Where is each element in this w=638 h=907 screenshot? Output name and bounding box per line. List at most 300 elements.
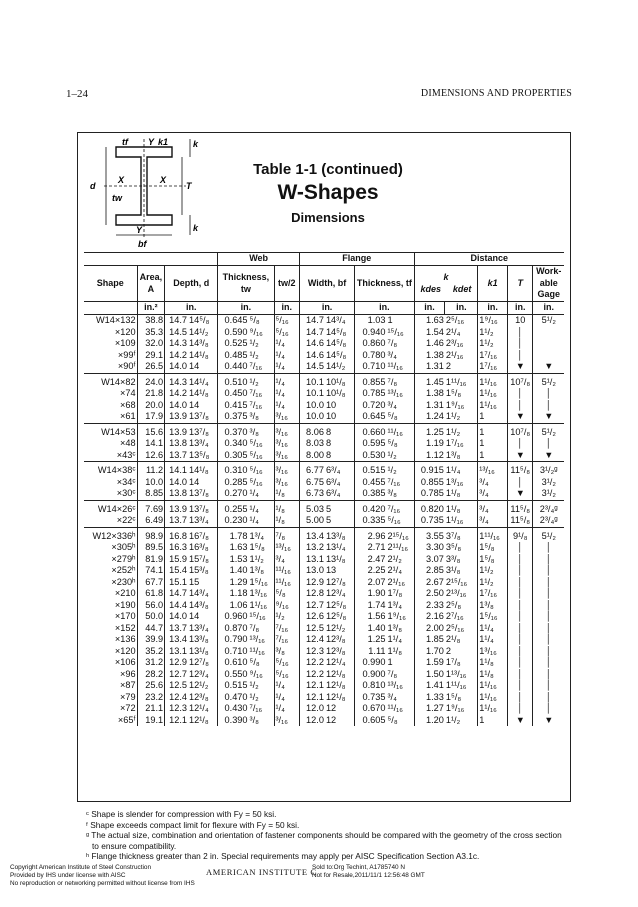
cell-T: ▼ (508, 361, 533, 373)
cell-gage: │ (533, 669, 564, 681)
cell-tw_frac: ¹/₂ (249, 349, 259, 360)
table-row (84, 488, 564, 500)
cell-gage: 3¹/₂ᵍ (533, 462, 564, 477)
cell-d_dec: 16.3 (165, 542, 188, 554)
shape-header: Shape (96, 277, 124, 288)
cell-k1: 1¹/₁₆ (478, 692, 508, 704)
cell-kdes: 1.45 (414, 373, 445, 388)
cell-d_dec: 12.1 (165, 715, 188, 727)
cell-tf_dec: 0.780 (355, 350, 387, 362)
cell-kdes: 1.25 (414, 423, 445, 438)
cell-tw_dec: 0.450 (218, 388, 249, 400)
cell-d_dec: 14.0 (165, 400, 188, 412)
cell-gage: │ (533, 577, 564, 589)
cell-bf_frac: 8 (325, 423, 355, 438)
cell-bf_frac: 8 (325, 438, 332, 448)
cell-kdet: 1³/₈ (445, 449, 461, 460)
shape-designation: ×61 (119, 411, 136, 421)
cell-k1: 1⁷/₁₆ (478, 361, 508, 373)
cell-kdet: 2¹/₈ (445, 634, 461, 644)
shape-designation: W14×26ᶜ (84, 500, 137, 515)
cell-A: 12.6 (137, 450, 165, 462)
cell-A: 21.1 (137, 703, 165, 715)
cell-T: 10⁷/₈ (508, 373, 533, 388)
table-row (84, 388, 564, 400)
cell-tf_dec: 0.670 (355, 703, 387, 715)
cell-T: 9¹/₈ (508, 527, 533, 542)
table-row (84, 692, 564, 704)
cell-A: 61.8 (137, 588, 165, 600)
cell-tw2: ³/₁₆ (274, 462, 299, 477)
cell-T: │ (508, 400, 533, 412)
table-row (84, 423, 564, 438)
cell-A: 32.0 (137, 338, 165, 350)
cell-tf_frac: ¹/₂ (387, 449, 397, 460)
cell-tw2: ¹¹/₁₆ (274, 577, 299, 589)
cell-d_frac: 14 (189, 611, 200, 621)
cell-bf_frac: 5 (325, 515, 332, 525)
cell-tf_dec: 0.645 (355, 411, 387, 423)
w-shapes-table (84, 252, 564, 726)
cell-tw_frac: 1¹/₂ (249, 553, 264, 564)
cell-tf_frac: ¹⁵/₁₆ (387, 326, 404, 337)
cell-d_frac: 12¹/₄ (189, 703, 209, 713)
cell-d_dec: 13.7 (165, 623, 188, 635)
shape-designation: ×152 (114, 622, 136, 633)
cell-T: │ (508, 600, 533, 612)
table-row (84, 400, 564, 412)
cell-kdes: 1.24 (414, 411, 445, 423)
cell-tf_frac: 1⁹/₁₆ (387, 611, 406, 621)
cell-bf_dec: 12.1 (299, 680, 324, 692)
cell-tw_frac: ⁷/₁₆ (249, 703, 263, 713)
shape-designation: ×30ᶜ (116, 488, 136, 498)
cell-kdes: 2.16 (414, 611, 445, 623)
depth-header: Depth, d (165, 266, 218, 302)
cell-tf_frac: ⁷/₈ (387, 373, 415, 388)
cell-kdes: 1.41 (414, 680, 445, 692)
diagram-label-d: d (90, 181, 96, 191)
cell-d_frac: 12¹/₂ (189, 680, 209, 690)
cell-k1: ³/₄ (478, 515, 508, 527)
cell-kdes: 1.19 (414, 438, 445, 450)
w-shape-diagram (86, 137, 204, 249)
cell-T: │ (508, 477, 533, 489)
cell-T: ▼ (508, 715, 533, 727)
cell-d_frac: 12³/₈ (189, 691, 209, 702)
cell-d_dec: 13.8 (165, 488, 188, 500)
cell-gage (533, 338, 564, 350)
cell-d_dec: 13.8 (165, 438, 188, 450)
unit-label: in. (508, 302, 533, 315)
cell-k1: 1¹¹/₁₆ (478, 527, 508, 542)
cell-tw_frac: ¹³/₁₆ (249, 634, 266, 644)
cell-tw2: ³/₄ (274, 554, 299, 566)
shape-designation: ×120 (114, 326, 136, 337)
cell-tw2: ⁵/₁₆ (274, 669, 299, 681)
cell-tf_dec: 0.710 (355, 361, 387, 373)
cell-gage: │ (533, 400, 564, 412)
cell-tw_frac: ⁵/₁₆ (249, 438, 263, 448)
cell-bf_dec: 6.77 (299, 462, 324, 477)
cell-tf_dec: 1.74 (355, 600, 387, 612)
cell-d_dec: 13.9 (165, 411, 188, 423)
cell-tw_dec: 0.710 (218, 646, 249, 658)
shape-designation: W14×38ᶜ (84, 462, 137, 477)
cell-tf_frac: 2¹⁵/₁₆ (387, 527, 415, 542)
cell-tw_frac: ³/₈ (249, 714, 259, 725)
cell-d_frac: 13⁷/₈ (188, 423, 218, 438)
cell-tw_dec: 1.18 (218, 588, 249, 600)
cell-kdes: 1.50 (414, 669, 445, 681)
cell-A: 26.5 (137, 361, 165, 373)
cell-gage: │ (533, 438, 564, 450)
cell-A: 11.2 (137, 462, 165, 477)
cell-T: │ (508, 634, 533, 646)
shape-designation: ×305ʰ (111, 542, 136, 552)
cell-d_frac: 13³/₄ (189, 622, 209, 633)
cell-bf_dec: 13.2 (299, 542, 324, 554)
cell-tw_frac: 1¹/₁₆ (249, 599, 268, 610)
cell-tw2: ¹/₄ (274, 400, 299, 412)
cell-d_frac: 14 (189, 476, 200, 487)
cell-A: 44.7 (137, 623, 165, 635)
shape-designation: ×136 (114, 634, 136, 644)
cell-gage: │ (533, 623, 564, 635)
cell-k1: 1⁵/₁₆ (478, 611, 508, 623)
cell-d_dec: 13.9 (165, 500, 188, 515)
cell-tf_frac: ¹³/₁₆ (387, 388, 403, 398)
cell-bf_frac: 14¹/₂ (325, 361, 346, 371)
cell-tf_dec: 0.860 (355, 338, 387, 350)
cell-bf_dec: 14.5 (299, 361, 324, 373)
cell-bf_dec: 14.6 (299, 350, 324, 362)
cell-tw_frac: ⁵/₁₆ (249, 462, 274, 477)
cell-k1: 1⁷/₁₆ (478, 588, 508, 600)
k1-header: k1 (478, 266, 508, 302)
table-row (84, 350, 564, 362)
page-number: 1–24 (66, 88, 88, 100)
cell-tw_dec: 0.255 (218, 500, 249, 515)
cell-d_dec: 12.9 (165, 657, 188, 669)
cell-k1: ¹³/₁₆ (478, 462, 508, 477)
cell-tf_dec: 2.07 (355, 577, 387, 589)
cell-tw2: ¹/₈ (274, 500, 299, 515)
cell-d_dec: 13.7 (165, 515, 188, 527)
cell-tf_dec: 0.420 (355, 500, 387, 515)
cell-tf_dec: 1.56 (355, 611, 387, 623)
cell-bf_dec: 6.73 (299, 488, 324, 500)
shape-designation: ×99ᶠ (117, 349, 136, 360)
cell-A: 28.2 (137, 669, 165, 681)
cell-kdet: 2 (445, 361, 452, 371)
cell-A: 35.3 (137, 327, 165, 339)
cell-kdet: 1⁹/₁₆ (445, 399, 465, 410)
cell-gage: │ (533, 565, 564, 577)
cell-kdet: 2⁵/₈ (445, 599, 462, 610)
cell-tw2: ⁷/₈ (274, 527, 299, 542)
cell-T: │ (508, 542, 533, 554)
cell-A: 19.1 (137, 715, 165, 727)
unit-label: in. (478, 302, 508, 315)
cell-T: │ (508, 327, 533, 339)
cell-A: 20.0 (137, 400, 165, 412)
cell-d_frac: 13³/₄ (189, 438, 209, 448)
cell-d_dec: 13.1 (165, 646, 188, 658)
cell-bf_dec: 13.0 (299, 565, 324, 577)
cell-bf_dec: 12.2 (299, 669, 324, 681)
cell-T: │ (508, 350, 533, 362)
cell-T: 10 (508, 315, 533, 327)
cell-gage: ▼ (533, 361, 564, 373)
cell-kdes: 1.27 (414, 703, 445, 715)
cell-bf_dec: 12.8 (299, 588, 324, 600)
cell-d_frac: 14³/₈ (189, 599, 209, 610)
cell-tw2: ¹/₄ (274, 373, 299, 388)
cell-d_dec: 12.4 (165, 692, 188, 704)
cell-k1: 1¹/₈ (478, 669, 508, 681)
cell-tw2: ¹/₄ (274, 338, 299, 350)
cell-tw_frac: ¹/₂ (249, 373, 274, 388)
flange-width-header: Width, bf (299, 266, 354, 302)
cell-T: │ (508, 669, 533, 681)
cell-tw_frac: ¹⁵/₁₆ (249, 611, 266, 621)
cell-tw_frac: ⁷/₈ (249, 622, 260, 633)
table-row (84, 361, 564, 373)
cell-d_frac: 16⁷/₈ (188, 527, 218, 542)
cell-bf_dec: 8.06 (299, 423, 324, 438)
cell-bf_frac: 12³/₈ (325, 634, 346, 644)
cell-bf_frac: 10 (325, 411, 337, 421)
flange-thickness-header: Thickness, tf (355, 266, 414, 302)
cell-d_frac: 12³/₄ (189, 668, 209, 679)
cell-d_frac: 14 (189, 399, 200, 410)
cell-T: 11⁵/₈ (508, 500, 533, 515)
cell-tw_frac: ¹/₄ (249, 515, 259, 525)
cell-bf_dec: 12.2 (299, 657, 324, 669)
cell-tw_frac: ⁹/₁₆ (249, 668, 263, 679)
cell-bf_dec: 12.6 (299, 611, 324, 623)
cell-A: 67.7 (137, 577, 165, 589)
cell-bf_frac: 6³/₄ (325, 488, 341, 498)
cell-tf_dec: 0.810 (355, 680, 387, 692)
cell-bf_frac: 6³/₄ (325, 476, 341, 487)
table-row (84, 600, 564, 612)
table-row (84, 315, 564, 327)
shape-designation: ×90ᶠ (117, 361, 136, 371)
T-header: T (508, 266, 533, 302)
shape-designation: ×210 (114, 588, 136, 598)
cell-kdes: 1.33 (414, 692, 445, 704)
cell-bf_dec: 10.0 (299, 400, 324, 412)
cell-d_dec: 12.5 (165, 680, 188, 692)
shape-designation: ×120 (114, 645, 136, 656)
web-thickness-header: Thickness, tw (218, 266, 274, 302)
cell-d_dec: 14.7 (165, 315, 188, 327)
table-row (84, 554, 564, 566)
cell-d_frac: 15 (189, 576, 200, 587)
cell-kdet: 2¹³/₁₆ (445, 588, 467, 598)
cell-gage: 3¹/₂ (533, 488, 564, 500)
cell-bf_dec: 12.7 (299, 600, 324, 612)
cell-d_frac: 13⁷/₈ (189, 411, 209, 421)
cell-bf_frac: 12⁷/₈ (325, 576, 346, 587)
cell-kdet: 2¹/₁₆ (445, 349, 464, 360)
cell-k1: ³/₄ (478, 477, 508, 489)
cell-kdes: 1.12 (414, 450, 445, 462)
cell-kdet: 2⁷/₁₆ (445, 611, 464, 621)
cell-k1: ³/₄ (478, 500, 508, 515)
cell-tf_frac: ¹¹/₁₆ (387, 361, 403, 371)
cell-d_frac: 16³/₈ (189, 542, 209, 552)
diagram-label-k-top: k (193, 139, 199, 149)
cell-gage: 5¹/₂ (533, 373, 564, 388)
diagram-label-x-right: X (160, 175, 167, 185)
table-row (84, 462, 564, 477)
cell-bf_dec: 12.4 (299, 634, 324, 646)
cell-tf_dec: 0.855 (355, 373, 387, 388)
cell-tf_dec: 2.96 (355, 527, 387, 542)
diagram-label-tf: tf (122, 137, 128, 147)
cell-k1: 1 (478, 423, 508, 438)
cell-tf_dec: 1.40 (355, 623, 387, 635)
k-header: k (443, 272, 449, 282)
cell-k1: 1¹/₁₆ (478, 680, 508, 692)
cell-gage (533, 350, 564, 362)
cell-d_frac: 13⁷/₈ (189, 488, 209, 498)
cell-kdes: 1.46 (414, 338, 445, 350)
cell-tf_dec: 1.03 (355, 315, 387, 327)
cell-gage: │ (533, 646, 564, 658)
cell-A: 50.0 (137, 611, 165, 623)
cell-tf_dec: 0.900 (355, 669, 387, 681)
unit-label: in.² (137, 302, 165, 315)
shape-designation: W14×82 (84, 373, 137, 388)
table-row (84, 634, 564, 646)
cell-k1: 1¹/₁₆ (478, 703, 508, 715)
cell-tw_frac: ¹/₂ (249, 680, 259, 690)
table-number: Table 1-1 (continued) (253, 161, 403, 178)
shape-designation: ×252ʰ (111, 565, 136, 575)
cell-bf_dec: 13.1 (299, 554, 324, 566)
cell-tw_dec: 0.610 (218, 657, 249, 669)
cell-gage: │ (533, 542, 564, 554)
cell-A: 74.1 (137, 565, 165, 577)
cell-T: │ (508, 680, 533, 692)
cell-kdet: 2³/₁₆ (445, 338, 464, 348)
cell-bf_frac: 8 (325, 449, 332, 460)
cell-tf_dec: 1.11 (355, 646, 387, 658)
cell-k1: 1¹/₂ (478, 577, 508, 589)
cell-tw_dec: 0.230 (218, 515, 249, 527)
cell-tw2: ⁷/₁₆ (274, 623, 299, 635)
cell-d_frac: 14⁵/₈ (189, 315, 210, 325)
cell-bf_frac: 13³/₈ (325, 527, 355, 542)
cell-tf_dec: 0.595 (355, 438, 387, 450)
cell-tf_frac: ⁷/₈ (387, 668, 398, 679)
shape-designation: W14×53 (84, 423, 137, 438)
cell-T: ▼ (508, 488, 533, 500)
cell-A: 39.9 (137, 634, 165, 646)
unit-label: in. (445, 302, 478, 315)
cell-tw_frac: ⁷/₁₆ (249, 388, 263, 398)
cell-A: 25.6 (137, 680, 165, 692)
table-row (84, 611, 564, 623)
unit-label: in. (165, 302, 218, 315)
cell-k1: 1¹/₄ (478, 634, 508, 646)
cell-d_frac: 15³/₈ (189, 565, 209, 575)
cell-k1: 1⁷/₁₆ (478, 350, 508, 362)
table-row (84, 542, 564, 554)
shape-designation: ×170 (114, 611, 136, 621)
table-row (84, 450, 564, 462)
cell-tw2: ¹/₂ (274, 611, 299, 623)
cell-A: 23.2 (137, 692, 165, 704)
cell-bf_dec: 5.00 (299, 515, 324, 527)
cell-T: 11⁵/₈ (508, 462, 533, 477)
cell-tw_dec: 0.285 (218, 477, 249, 489)
shape-designation: ×48 (119, 438, 136, 448)
cell-d_dec: 15.1 (165, 577, 188, 589)
cell-bf_frac: 12¹/₄ (325, 657, 346, 667)
cell-kdes: 2.85 (414, 565, 445, 577)
cell-gage: 5¹/₂ (533, 527, 564, 542)
cell-bf_frac: 10 (325, 399, 337, 410)
cell-k1: ³/₄ (478, 488, 508, 500)
cell-d_dec: 13.4 (165, 634, 188, 646)
cell-kdet: 1⁷/₈ (445, 657, 461, 667)
cell-tw2: ³/₁₆ (274, 438, 299, 450)
cell-tf_dec: 2.25 (355, 565, 387, 577)
cell-d_dec: 14.3 (165, 338, 188, 350)
shape-designation: ×279ʰ (111, 553, 136, 564)
cell-k1: 1 (478, 411, 508, 423)
cell-tw2: ¹/₄ (274, 680, 299, 692)
cell-A: 17.9 (137, 411, 165, 423)
cell-bf_dec: 14.6 (299, 338, 324, 350)
cell-A: 21.8 (137, 388, 165, 400)
cell-tw2: ⁵/₁₆ (274, 327, 299, 339)
cell-d_dec: 14.2 (165, 388, 188, 400)
cell-d_dec: 15.4 (165, 565, 188, 577)
cell-d_frac: 14¹/₂ (189, 326, 209, 337)
cell-T: │ (508, 577, 533, 589)
cell-bf_dec: 6.75 (299, 477, 324, 489)
cell-d_frac: 14¹/₈ (189, 388, 209, 398)
diagram-label-k-bottom: k (193, 223, 199, 233)
cell-bf_frac: 12⁵/₈ (325, 599, 347, 610)
diagram-label-y-top: Y (148, 137, 155, 147)
cell-tw_frac: ⁷/₁₆ (249, 361, 263, 371)
cell-bf_frac: 13 (325, 565, 337, 575)
shape-designation: ×72 (119, 703, 136, 713)
cell-bf_frac: 12¹/₂ (325, 622, 346, 633)
cell-tf_dec: 0.720 (355, 400, 387, 412)
cell-tw_frac: ¹/₄ (249, 488, 259, 498)
shape-designation: W12×336ʰ (84, 527, 137, 542)
cell-tw2: ¹/₄ (274, 350, 299, 362)
cell-tf_frac: ⁵/₈ (387, 411, 398, 421)
cell-k1: 1 (478, 450, 508, 462)
diagram-label-k1: k1 (158, 137, 169, 147)
cell-d_frac: 14¹/₈ (188, 462, 218, 477)
cell-kdet: 3³/₈ (445, 553, 461, 564)
cell-kdes: 1.59 (414, 657, 445, 669)
cell-T: │ (508, 611, 533, 623)
cell-tw_frac: ³/₈ (249, 423, 274, 438)
cell-d_dec: 14.1 (165, 462, 188, 477)
cell-kdet: 1⁷/₁₆ (445, 438, 464, 448)
